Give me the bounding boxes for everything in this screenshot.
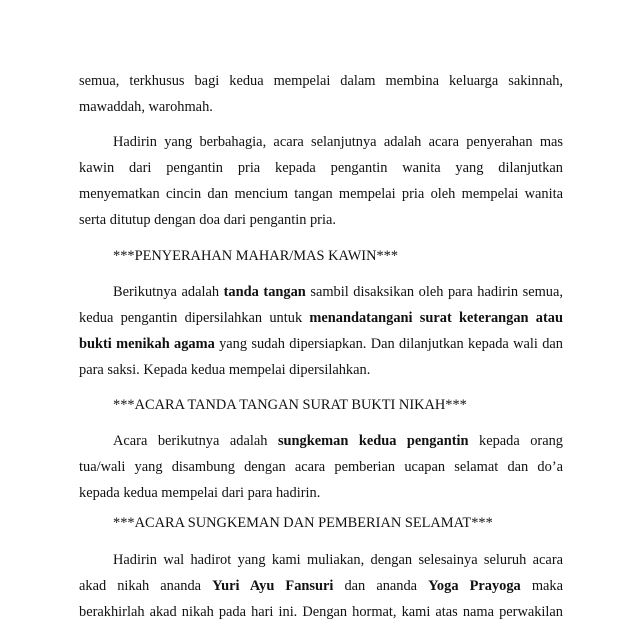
section-heading-sungkeman: ***ACARA SUNGKEMAN DAN PEMBERIAN SELAMAT*** [113,515,493,531]
paragraph-line: kawin dari pengantin pria kepada pengantin wanita yang dilanjutkan [79,160,563,177]
bold-text: sungkeman kedua pengantin [277,433,469,449]
paragraph-line: Hadirin wal hadirot yang kami muliakan, dengan selesainya seluruh acara [113,552,563,568]
paragraph-line: Hadirin yang berbahagia, acara selanjutnya adalah acara penyerahan mas [113,134,563,150]
paragraph-line: mawaddah, warohmah. [79,99,213,116]
text-run: dan ananda [333,578,429,595]
bold-text: menandatangani surat keterangan atau [309,310,563,327]
bold-text: Yoga Prayoga [428,578,521,595]
paragraph-line: menyematkan cincin dan mencium tangan mempelai pria oleh mempelai wanita [79,186,563,203]
paragraph-line [79,573,563,599]
section-heading-signing: ***ACARA TANDA TANGAN SURAT BUKTI NIKAH*** [113,397,467,413]
paragraph-line [79,428,563,454]
text-run: Acara berikutnya adalah [113,433,278,449]
bold-text: Yuri Ayu Fansuri [212,578,334,595]
paragraph-dowry-intro [79,129,563,233]
section-heading-dowry: ***PENYERAHAN MAHAR/MAS KAWIN*** [113,248,399,264]
paragraph-line: para saksi. Kepada kedua mempelai dipersilahkan. [79,362,371,379]
paragraph-closing-prayer [79,68,563,120]
text-run: sambil disaksikan oleh para hadirin semua, [305,284,563,300]
paragraph-line: tua/wali yang disambung dengan acara pemberian ucapan selamat dan do’a [79,459,563,476]
paragraph-line [79,305,563,331]
paragraph-signing [79,279,563,383]
text-run: kedua pengantin dipersilahkan untuk [79,310,310,327]
paragraph-line: serta ditutup dengan doa dari pengantin pria. [79,212,336,229]
paragraph-sungkeman [79,428,563,506]
text-run: yang sudah dipersiapkan. Dan dilanjutkan kepada wali dan [214,336,563,353]
paragraph-closing [79,547,563,625]
bold-text: bukti menikah agama [79,336,215,353]
text-run: akad nikah ananda [79,578,213,595]
paragraph-line: berakhirlah akad nikah pada hari ini. Dengan hormat, kami atas nama perwakilan [79,604,563,621]
text-run: Berikutnya adalah [113,284,224,300]
paragraph-line: semua, terkhusus bagi kedua mempelai dalam membina keluarga sakinnah, [79,73,563,89]
paragraph-line [79,331,563,357]
paragraph-line: kepada kedua mempelai dari para hadirin. [79,485,321,502]
bold-text: tanda tangan [223,284,306,300]
paragraph-line [79,279,563,305]
text-run: kepada orang [468,433,564,449]
text-run: maka [520,578,563,595]
